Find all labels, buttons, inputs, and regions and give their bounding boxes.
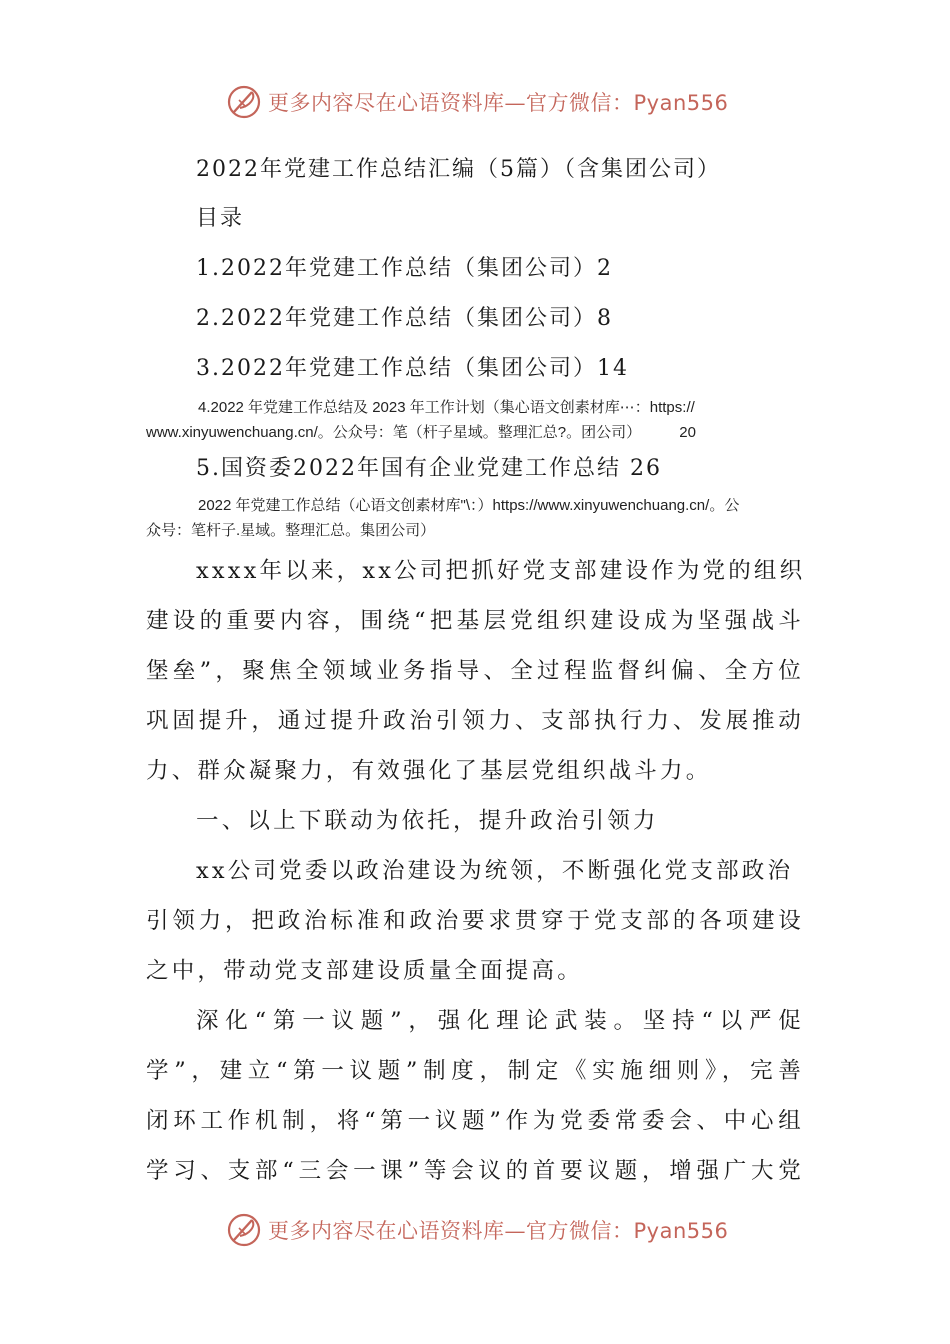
paragraph-2-line-3: 之中，带动党支部建设质量全面提高。 (146, 958, 583, 984)
watermark-brand: 更多内容尽在心语资料库 (268, 1219, 505, 1243)
watermark-wechat-label: 官方微信： (526, 91, 634, 115)
toc-heading: 目录 (196, 206, 245, 231)
paragraph-1-line-3: 堡垒”，聚焦全领域业务指导、全过程监督纠偏、全方位 (146, 658, 804, 684)
watermark-dash: — (504, 91, 526, 115)
section-1-heading: 一、以上下联动为依托，提升政治引领力 (196, 808, 659, 834)
paragraph-1-line-5: 力、群众凝聚力，有效强化了基层党组织战斗力。 (146, 758, 712, 784)
paragraph-3-line-3: 闭环工作机制，将“第一议题”作为党委常委会、中心组 (146, 1108, 804, 1134)
watermark-dash: — (504, 1219, 526, 1243)
toc-item-3: 3.2022年党建工作总结（集团公司）14 (196, 356, 629, 381)
footer-watermark (226, 1208, 728, 1252)
paragraph-1-line-2: 建设的重要内容，围绕“把基层党组织建设成为坚强战斗 (146, 608, 804, 634)
toc-item-4-page: 20 (679, 424, 696, 441)
toc-item-4-line-2 (146, 421, 696, 442)
paragraph-2-line-2: 引领力，把政治标准和政治要求贯穿于党支部的各项建设 (146, 908, 804, 934)
paragraph-1-line-4: 巩固提升，通过提升政治引领力、支部执行力、发展推动 (146, 708, 804, 734)
doc-subtitle-line-1: 2022 年党建工作总结（心语文创素材库"\：）https://www.xinyuwenchuang.cn/。公 (198, 497, 740, 514)
quill-pen-logo-icon (226, 84, 262, 120)
quill-pen-logo-icon (226, 1212, 262, 1248)
toc-item-4-line-1: 4.2022 年党建工作总结及 2023 年工作计划（集心语文创素材库⋯：https:// (198, 399, 695, 416)
toc-item-2: 2.2022年党建工作总结（集团公司）8 (196, 306, 613, 331)
paragraph-2-line-1: xx公司党委以政治建设为统领，不断强化党支部政治 (196, 858, 794, 884)
toc-item-5: 5.国资委2022年国有企业党建工作总结 26 (196, 456, 662, 481)
watermark-wechat-id: Pyan556 (633, 91, 729, 115)
paragraph-3-line-2: 学”，建立“第一议题”制度，制定《实施细则》，完善 (146, 1058, 804, 1084)
paragraph-1-line-1: xxxx年以来，xx公司把抓好党支部建设作为党的组织 (196, 558, 806, 584)
watermark-brand: 更多内容尽在心语资料库 (268, 91, 505, 115)
watermark-wechat-label: 官方微信： (526, 1219, 634, 1243)
paragraph-3-line-1: 深化“第一议题”，强化理论武装。坚持“以严促 (196, 1008, 804, 1034)
doc-subtitle-line-2: 众号：笔杆子.星域。整理汇总。集团公司） (146, 522, 436, 539)
watermark-wechat-id: Pyan556 (633, 1219, 729, 1243)
document-title: 2022年党建工作总结汇编（5篇）（含集团公司） (196, 157, 721, 182)
toc-item-4-text: www.xinyuwenchuang.cn/。公众号：笔（杆子星域。整理汇总?。团公司） (146, 424, 642, 441)
toc-item-1: 1.2022年党建工作总结（集团公司）2 (196, 256, 613, 281)
header-watermark (226, 80, 728, 124)
paragraph-3-line-4: 学习、支部“三会一课”等会议的首要议题，增强广大党 (146, 1158, 804, 1184)
